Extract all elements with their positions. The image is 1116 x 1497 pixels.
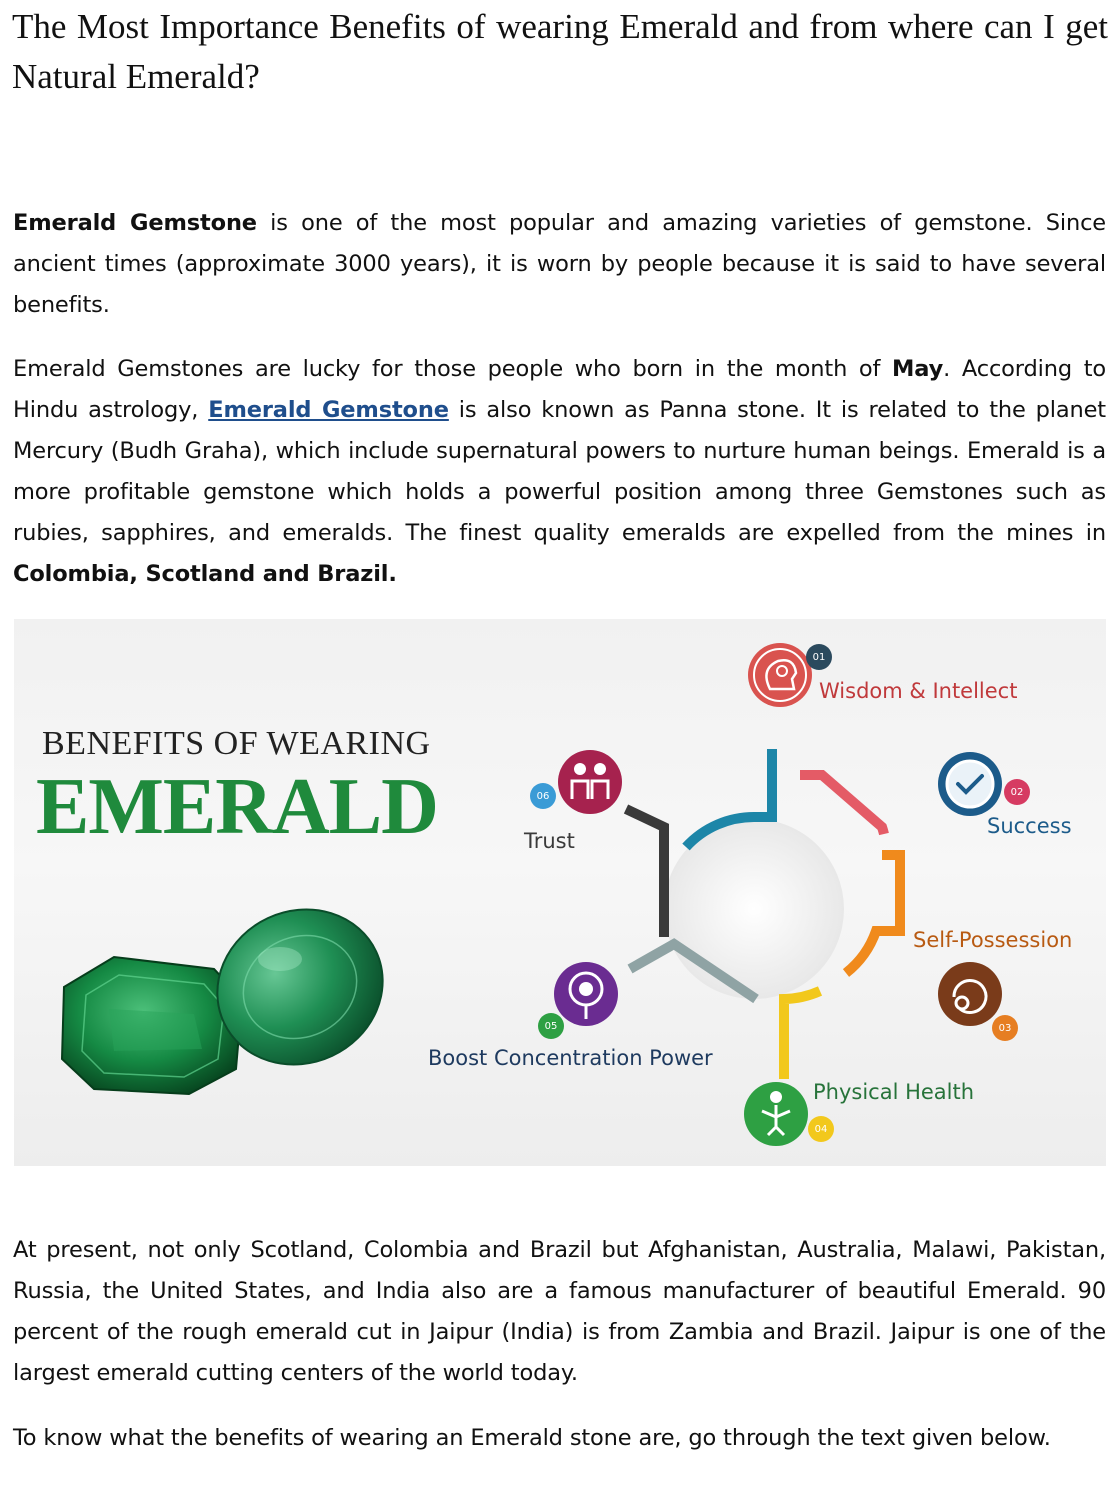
brain-gear-icon xyxy=(748,643,812,707)
astrology-paragraph xyxy=(13,349,1106,595)
closing-paragraph: To know what the benefits of wearing an Emerald stone are, go through the text given below. xyxy=(13,1425,1051,1451)
focus-mic-icon xyxy=(554,962,618,1026)
paragraph-text: is one of the most popular and amazing varieties of gemstone. Since ancient times (approximate 3000 years), it is worn by people because it is said to have several benefits. xyxy=(13,210,1106,318)
benefit-number: 03 xyxy=(992,1015,1018,1041)
benefit-label-trust: Trust xyxy=(524,829,575,853)
benefit-label-success: Success xyxy=(987,814,1072,838)
benefit-label-wisdom: Wisdom & Intellect xyxy=(819,679,1018,703)
self-refresh-icon xyxy=(938,962,1002,1026)
benefit-label-concentration: Boost Concentration Power xyxy=(428,1046,713,1070)
bold-countries: Colombia, Scotland and Brazil. xyxy=(13,561,397,587)
people-trust-icon xyxy=(558,750,622,814)
producers-paragraph: At present, not only Scotland, Colombia and Brazil but Afghanistan, Australia, Malawi, Pakistan, Russia, the United States, and India also are a famous manufacturer of beautiful Emerald. 90 percent of the rough emerald cut in Jaipur (India) is from Zambia and Brazil. Jaipur is one of the largest emerald cutting centers of the world today. xyxy=(13,1237,1106,1386)
paragraph-text: is also known as Panna stone. It is related to the planet Mercury (Budh Graha), which include supernatural powers to nurture human beings. Emerald is a more profitable gemstone which holds a powerful position among three Gemstones such as rubies, sapphires, and emeralds. The finest quality emeralds are expelled from the mines in xyxy=(13,397,1106,546)
benefit-number: 02 xyxy=(1004,779,1030,805)
emerald-cut-gem-icon xyxy=(62,957,242,1094)
benefit-label-physical-health: Physical Health xyxy=(813,1080,975,1104)
emerald-gemstone-link[interactable]: Emerald Gemstone xyxy=(208,397,449,423)
paragraph-text: Emerald Gemstones are lucky for those people who born in the month of xyxy=(13,356,893,382)
infographic-emerald-title: EMERALD xyxy=(36,763,438,851)
badge-check-icon xyxy=(938,752,1002,816)
benefit-number: 04 xyxy=(808,1116,834,1142)
benefit-number: 05 xyxy=(538,1013,564,1039)
intro-paragraph xyxy=(13,203,1106,326)
article-title: The Most Importance Benefits of wearing Emerald and from where can I get Natural Emerald? xyxy=(12,7,1108,96)
benefits-infographic xyxy=(14,619,1106,1166)
infographic-heading: BENEFITS OF WEARING xyxy=(42,725,431,762)
benefit-number: 06 xyxy=(530,783,556,809)
bold-term: Emerald Gemstone xyxy=(13,210,257,236)
bold-month: May xyxy=(892,356,944,382)
benefit-label-self-possession: Self-Possession xyxy=(913,928,1073,952)
paragraph-text: . According to Hindu astrology, xyxy=(13,356,1106,423)
benefit-number: 01 xyxy=(806,644,832,670)
human-tree-icon xyxy=(744,1082,808,1146)
